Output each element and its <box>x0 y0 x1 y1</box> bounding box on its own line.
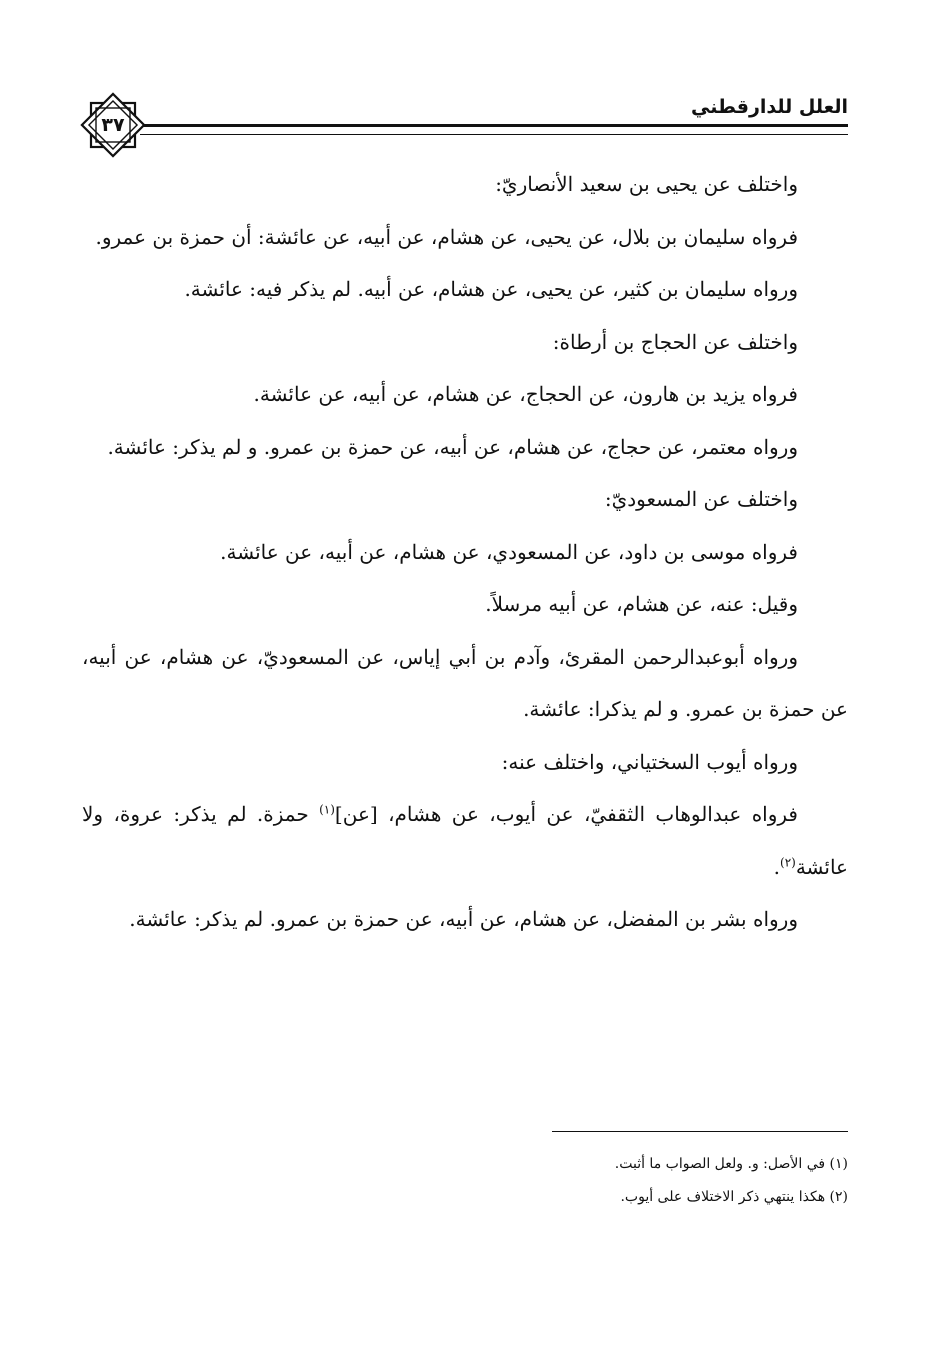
footnote-1: (١) في الأصل: و. ولعل الصواب ما أثبت. <box>614 1156 848 1172</box>
text-line: وقيل: عنه، عن هشام، عن أبيه مرسلاً. <box>485 592 798 616</box>
footnotes <box>82 1148 848 1214</box>
text-segment: . <box>773 854 780 879</box>
running-title: العلل للدارقطني <box>691 96 848 118</box>
footnote-ref-2: (٢) <box>780 854 796 869</box>
footnote-ref-1: (١) <box>319 802 335 817</box>
text-line-with-footnotes <box>82 788 848 893</box>
text-line: واختلف عن المسعوديّ: <box>604 487 798 511</box>
text-line: ورواه سليمان بن كثير، عن يحيى، عن هشام، عن أبيه. لم يذكر فيه: عائشة. <box>184 277 798 301</box>
page-number: ٣٧ <box>101 114 125 136</box>
text-segment: فرواه عبدالوهاب الثقفيّ، عن أيوب، عن هشام، [عن] <box>334 802 798 826</box>
text-line: فرواه موسى بن داود، عن المسعودي، عن هشام، عن أبيه، عن عائشة. <box>220 539 798 564</box>
footnote-2: (٢) هكذا ينتهي ذكر الاختلاف على أيوب. <box>620 1189 848 1205</box>
text-line: فرواه سليمان بن بلال، عن يحيى، عن هشام، عن أبيه، عن عائشة: أن حمزة بن عمرو. <box>95 224 798 249</box>
text-line: ورواه بشر بن المفضل، عن هشام، عن أبيه، عن حمزة بن عمرو. لم يذكر: عائشة. <box>129 907 798 931</box>
header-rule <box>140 124 848 135</box>
footnote-rule <box>552 1131 848 1132</box>
text-line: واختلف عن الحجاج بن أرطاة: <box>552 329 798 354</box>
main-text <box>82 158 848 946</box>
text-line: ورواه معتمر، عن حجاج، عن هشام، عن أبيه، عن حمزة بن عمرو. و لم يذكر: عائشة. <box>107 434 798 459</box>
text-line: واختلف عن يحيى بن سعيد الأنصاريّ: <box>495 172 798 196</box>
text-line: ورواه أبوعبدالرحمن المقرئ، وآدم بن أبي إياس، عن المسعوديّ، عن هشام، عن أبيه، عن حمزة بن عمرو. و لم يذكرا: عائشة. <box>82 644 848 721</box>
page-number-badge <box>78 90 148 160</box>
text-segment: حمزة. لم يذكر: عروة، ولا عائشة <box>82 802 848 879</box>
text-line: فرواه يزيد بن هارون، عن الحجاج، عن هشام، عن أبيه، عن عائشة. <box>253 382 798 406</box>
text-line: ورواه أيوب السختياني، واختلف عنه: <box>501 749 798 774</box>
